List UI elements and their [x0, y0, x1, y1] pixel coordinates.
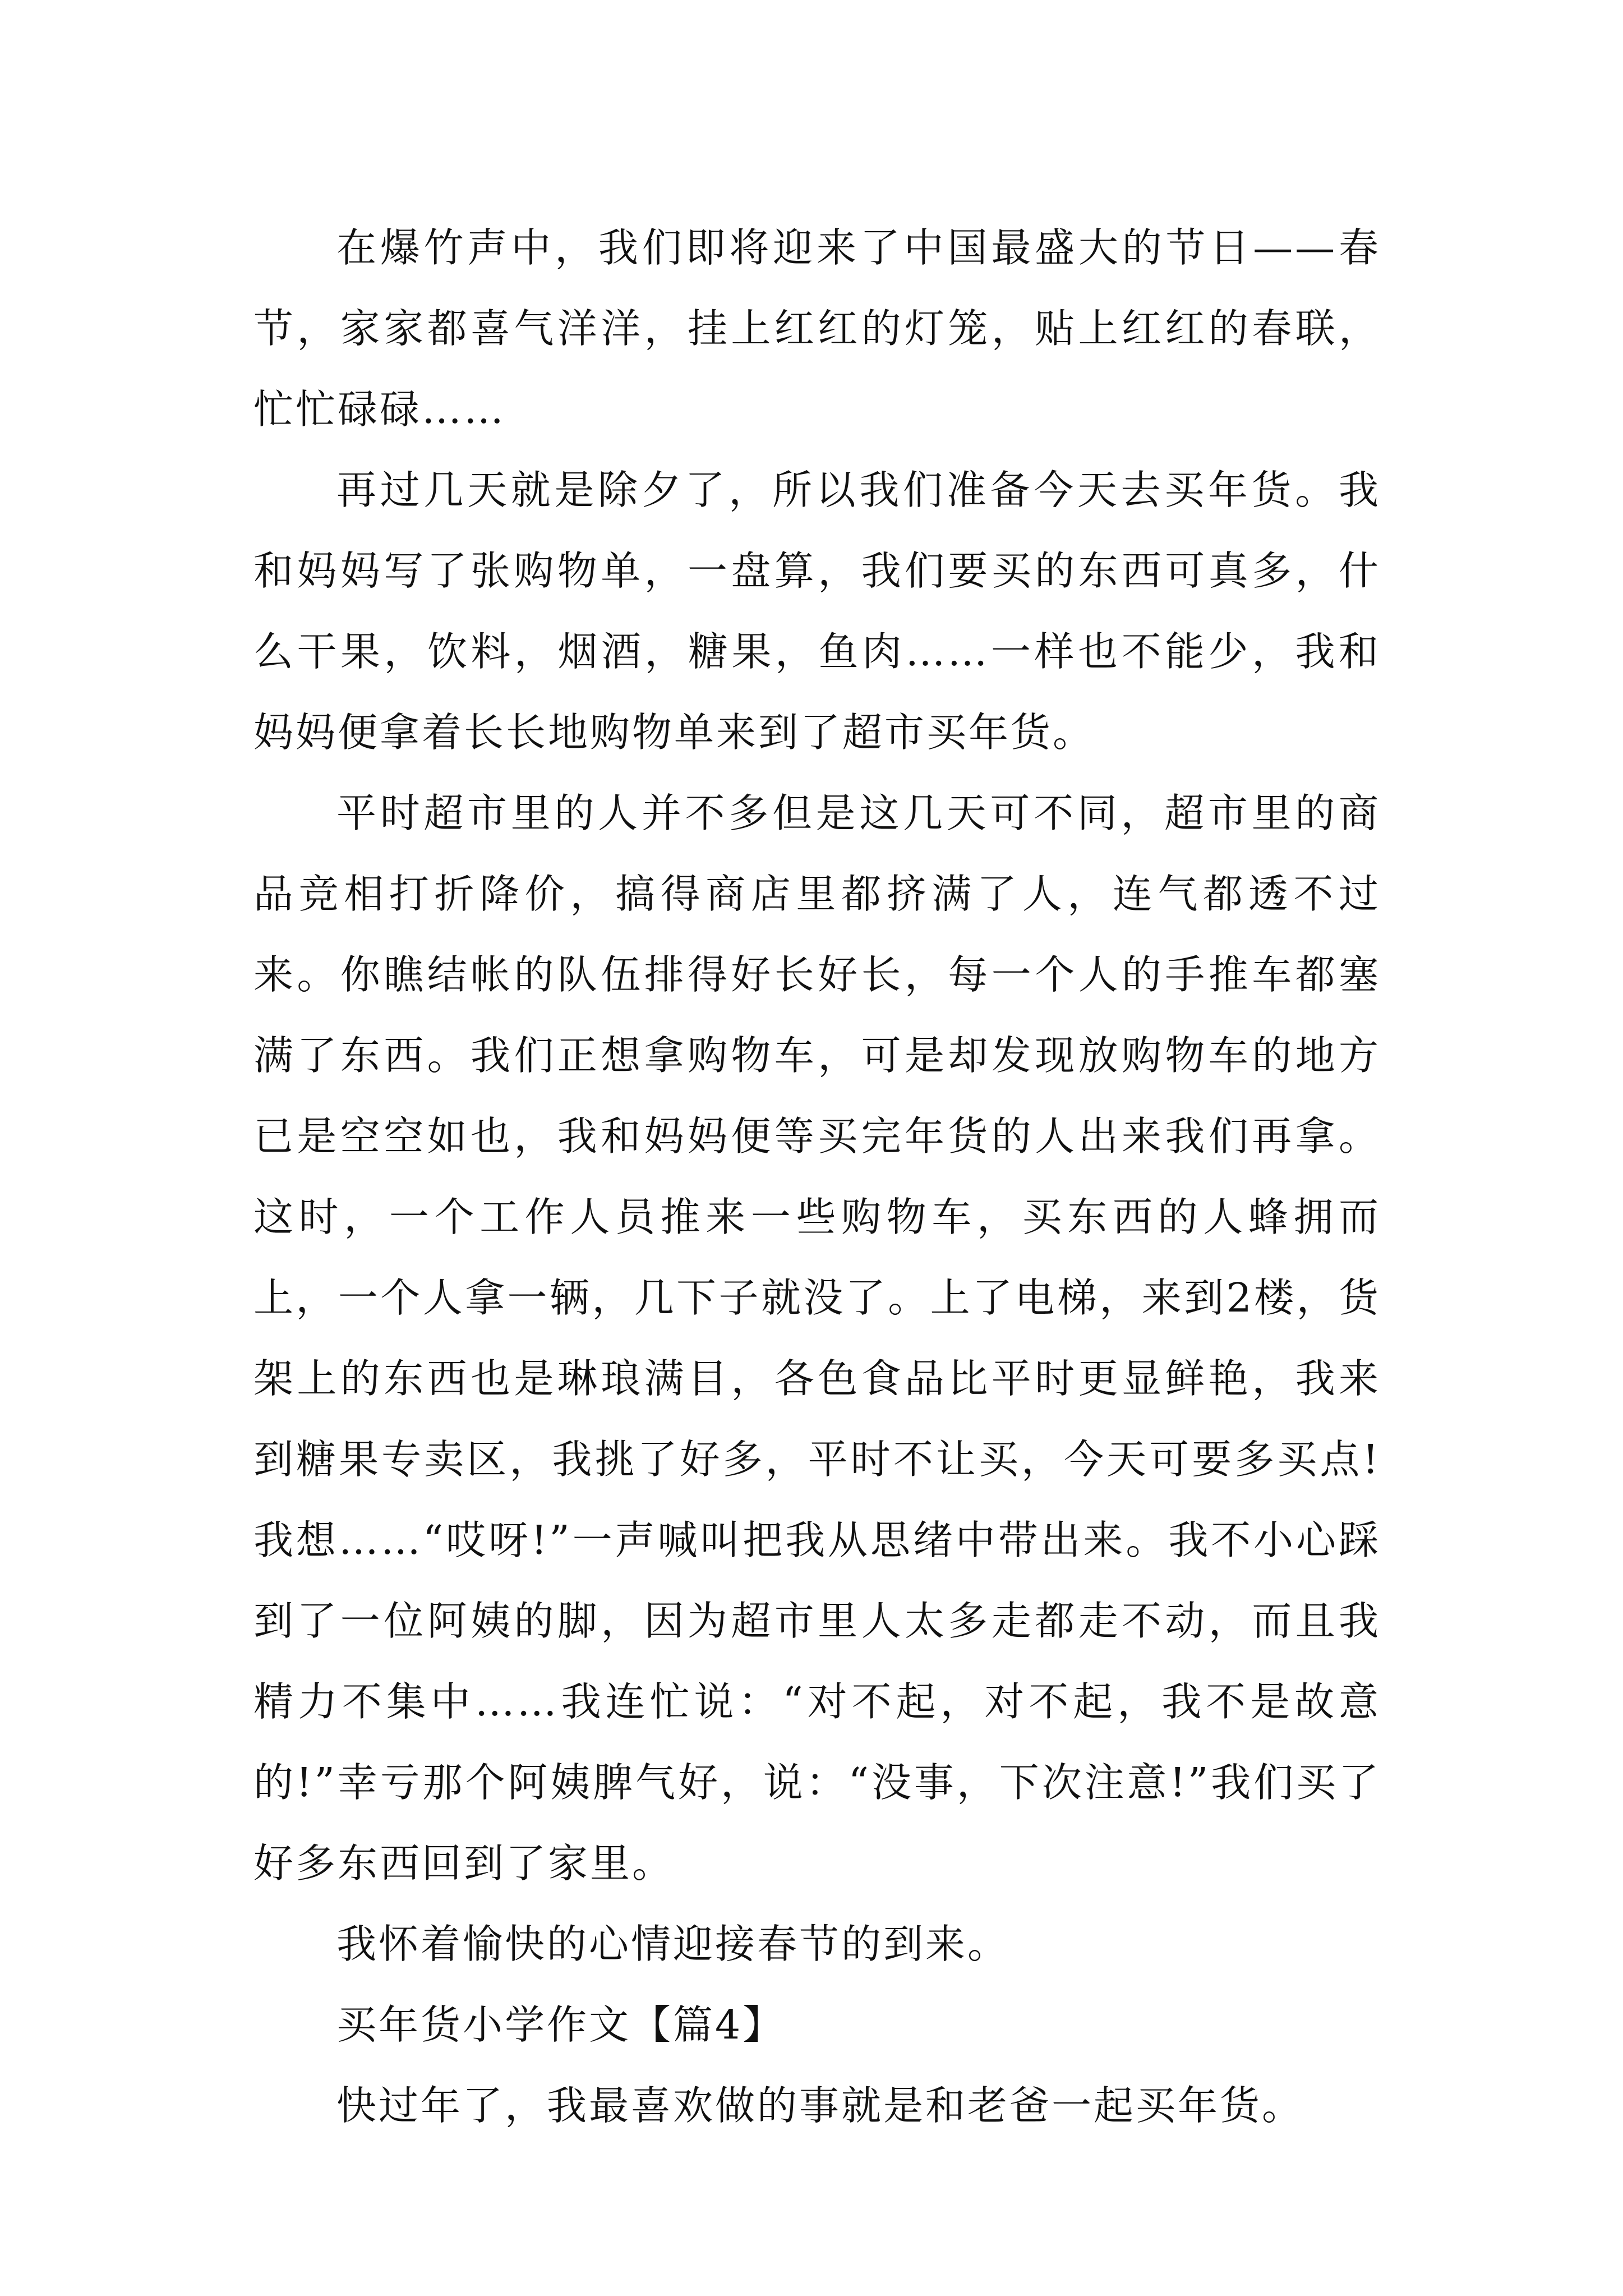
paragraph-shopping-list: 再过几天就是除夕了，所以我们准备今天去买年货。我和妈妈写了张购物单，一盘算，我们要买的东西可真多，什么干果，饮料，烟酒，糖果，鱼肉……一样也不能少，我和妈妈便拿着长长地购物单来到了超市买年货。: [253, 467, 1381, 756]
paragraph-closing: 我怀着愉快的心情迎接春节的到来。: [336, 1921, 1010, 1967]
paragraph-spring-festival-intro: 在爆竹声中，我们即将迎来了中国最盛大的节日——春节，家家都喜气洋洋，挂上红红的灯笼，贴上红红的春联，忙忙碌碌……: [253, 224, 1381, 432]
paragraph-supermarket: 平时超市里的人并不多但是这几天可不同，超市里的商品竞相打折降价，搞得商店里都挤满了人，连气都透不过来。你瞧结帐的队伍排得好长好长，每一个人的手推车都塞满了东西。我们正想拿购物车，可是却发现放购物车的地方已是空空如也，我和妈妈便等买完年货的人出来我们再拿。这时，一个工作人员推来一些购物车，买东西的人蜂拥而上，一个人拿一辆，几下子就没了。上了电梯，来到2楼，货架上的东西也是琳琅满目，各色食品比平时更显鲜艳，我来到糖果专卖区，我挑了好多，平时不让买，今天可要多买点!我想……“哎呀!”一声喊叫把我从思绪中带出来。我不小心踩到了一位阿姨的脚，因为超市里人太多走都走不动，而且我精力不集中……我连忙说：“对不起，对不起，我不是故意的!”幸亏那个阿姨脾气好，说：“没事，下次注意!”我们买了好多东西回到了家里。: [253, 790, 1381, 1887]
section-heading: 买年货小学作文【篇4】: [336, 2001, 785, 2048]
paragraph-new-essay-start: 快过年了，我最喜欢做的事就是和老爸一起买年货。: [336, 2082, 1304, 2129]
document-body: [253, 208, 1381, 2146]
